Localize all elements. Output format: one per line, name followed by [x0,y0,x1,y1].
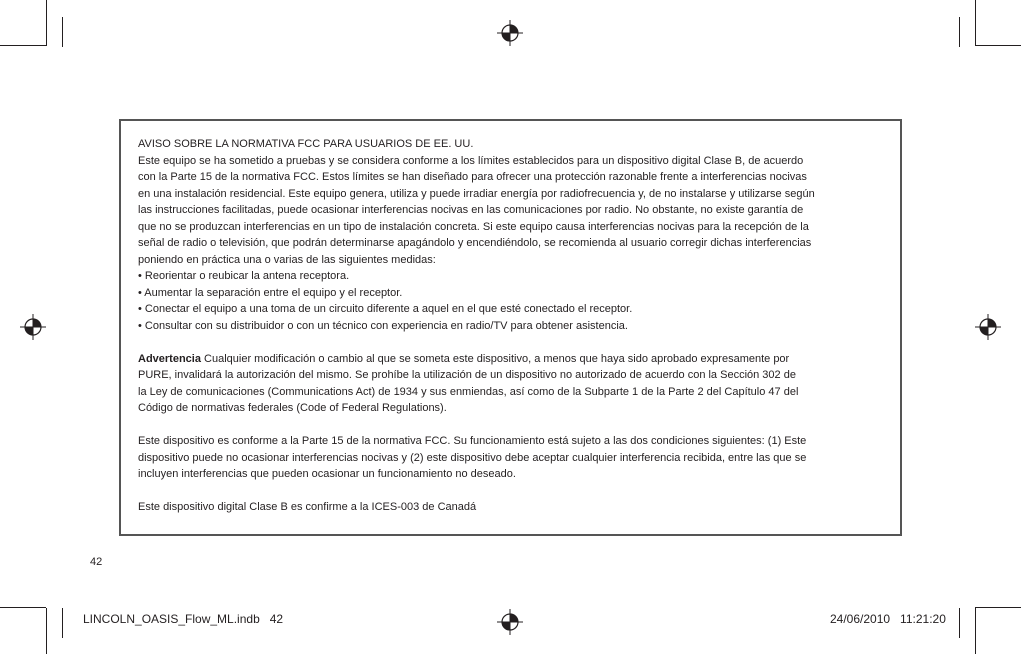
measure-item: • Aumentar la separación entre el equipo y el receptor. [138,286,403,299]
slug-datetime-text: 24/06/2010 11:21:20 [830,612,946,626]
notice-content [138,136,883,516]
warning-line [138,351,883,368]
warning-label: Advertencia [138,352,201,365]
warning-text: Cualquier modificación o cambio al que se someta este dispositivo, a menos que haya sido aprobado expresamente por [200,352,790,365]
crop-mark-icon [0,45,46,46]
crop-mark-icon [975,45,1021,46]
intro-line: con la Parte 15 de la normativa FCC. Estos límites se han diseñado para ofrecer una protección razonable frente a interferencias nocivas [138,171,807,183]
intro-line: Este equipo se ha sometido a pruebas y se considera conforme a los límites establecidos para un dispositivo digital Clase B, de acuerdo [138,154,804,167]
warning-line: PURE, invalidará la autorización del mismo. Se prohíbe la utilización de un dispositivo no autorizado de acuerdo con la Sección 302 de [138,369,796,381]
crop-mark-icon [46,608,47,654]
intro-line: que no se produzcan interferencias en un tipo de instalación concreta. Si este equipo causa interferencias nocivas para la recepción de la [138,220,809,233]
intro-line: señal de radio o televisión, que podrán determinarse apagándolo y encendiéndolo, se recomienda al usuario corregir dichas interferencias [138,237,812,249]
crop-mark-icon [62,608,63,638]
crop-mark-icon [975,607,1021,608]
crop-mark-icon [959,17,960,47]
warning-line: Código de normativas federales (Code of Federal Regulations). [138,402,447,414]
slug-datetime [830,612,946,626]
conditions-line: incluyen interferencias que pueden ocasionar un funcionamiento no deseado. [138,468,516,480]
measure-item: • Reorientar o reubicar la antena receptora. [138,270,350,282]
measure-item: • Consultar con su distribuidor o con un técnico con experiencia en radio/TV para obtener asistencia. [138,319,628,332]
crop-mark-icon [975,608,976,654]
crop-mark-icon [0,607,46,608]
intro-line: las instrucciones facilitadas, puede ocasionar interferencias nocivas en las comunicaciones por radio. No obstante, no existe garantía de [138,204,804,216]
notice-title: AVISO SOBRE LA NORMATIVA FCC PARA USUARIOS DE EE. UU. [138,138,474,150]
conditions-line: Este dispositivo es conforme a la Parte 15 de la normativa FCC. Su funcionamiento está sujeto a las dos condiciones siguientes: (1) Este [138,435,807,447]
registration-mark-icon [497,20,523,46]
intro-line: en una instalación residencial. Este equipo genera, utiliza y puede irradiar energía por radiofrecuencia y, de no instalarse y utilizarse según [138,187,815,200]
intro-line: poniendo en práctica una o varias de las siguientes medidas: [138,253,436,266]
measure-item: • Conectar el equipo a una toma de un circuito diferente a aquel en el que esté conectado el receptor. [138,303,633,315]
conditions-line: dispositivo puede no ocasionar interferencias nocivas y (2) este dispositivo debe aceptar cualquier interferencia recibida, entre las que se [138,451,807,464]
canada-compliance: Este dispositivo digital Clase B es confirme a la ICES-003 de Canadá [138,501,477,513]
slug-filename-text: LINCOLN_OASIS_Flow_ML.indb 42 [83,612,284,626]
registration-mark-icon [975,314,1001,340]
crop-mark-icon [959,608,960,638]
warning-line: la Ley de comunicaciones (Communications Act) de 1934 y sus enmiendas, así como de la Subparte 1 de la Parte 2 del Capítulo 47 del [138,385,799,398]
crop-mark-icon [62,17,63,47]
registration-mark-icon [20,314,46,340]
crop-mark-icon [975,0,976,46]
page-number: 42 [90,556,103,568]
crop-mark-icon [46,0,47,46]
slug-filename [83,612,283,626]
registration-mark-icon [497,609,523,635]
